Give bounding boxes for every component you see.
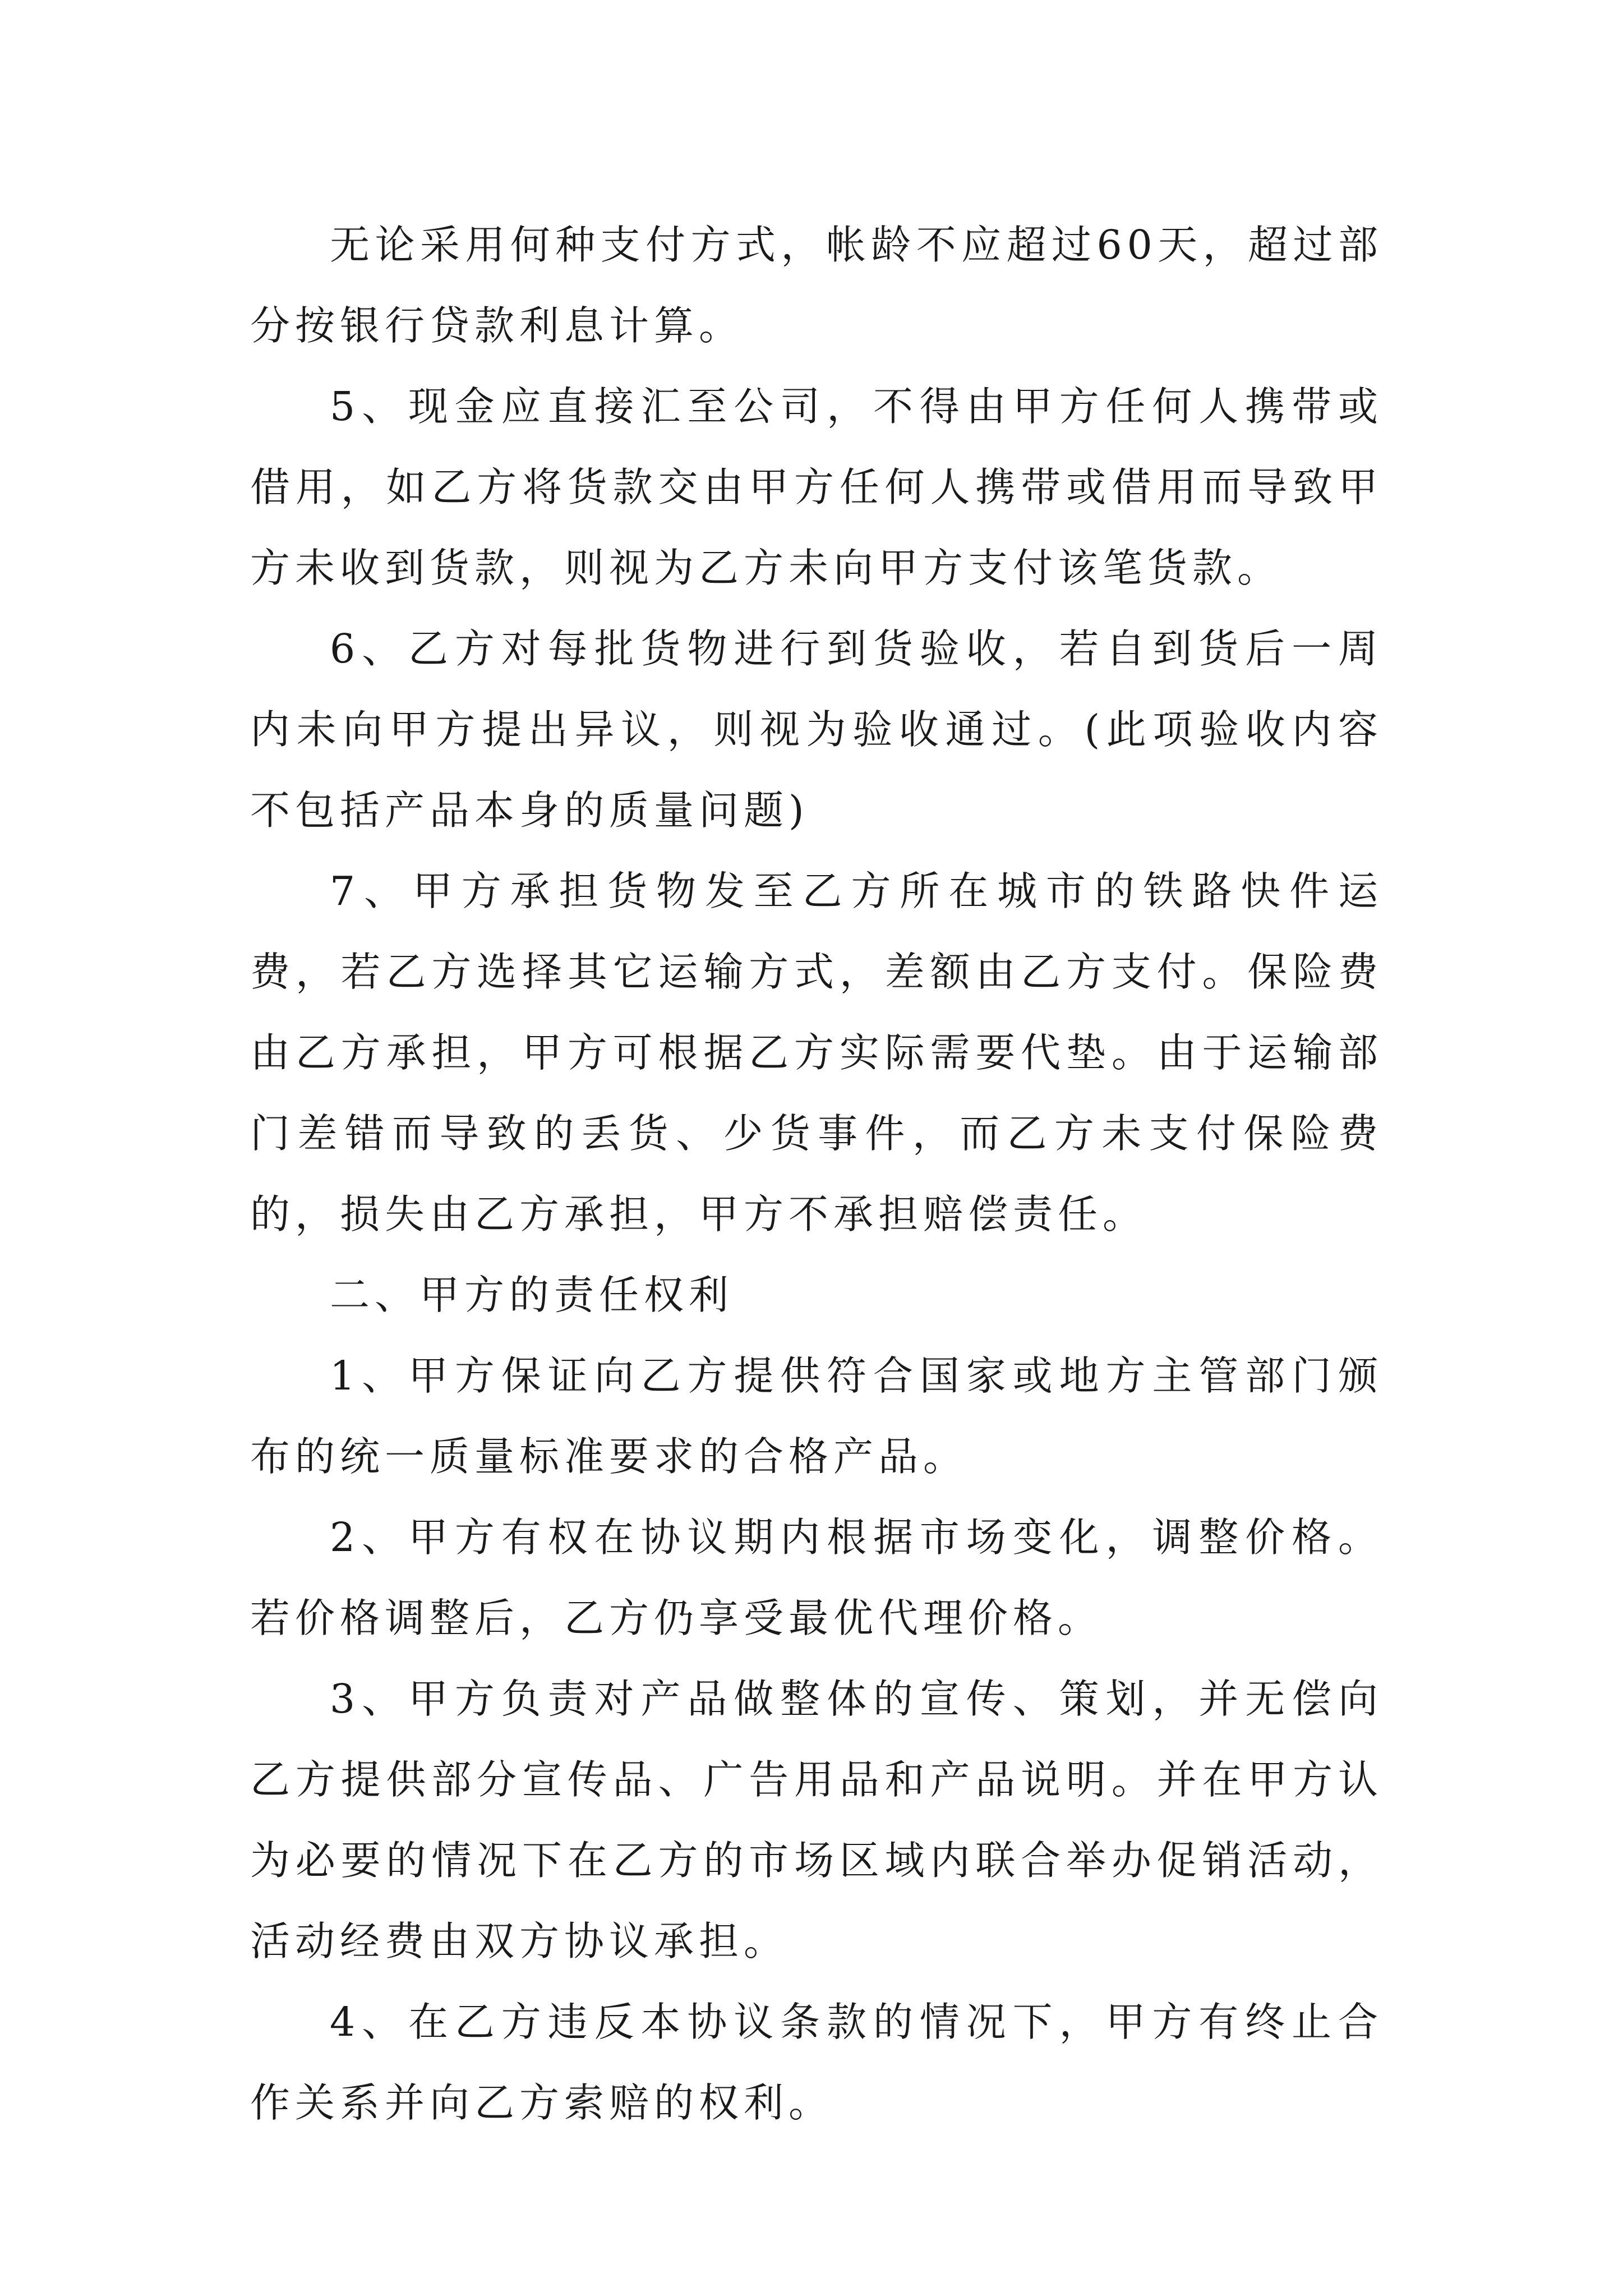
paragraph-clause-7: 7、甲方承担货物发至乙方所在城市的铁路快件运费，若乙方选择其它运输方式，差额由乙方支付。保险费由乙方承担，甲方可根据乙方实际需要代垫。由于运输部门差错而导致的丢货、少货事件，而乙方未支付保险费的，损失由乙方承担，甲方不承担赔偿责任。 (250, 868, 1383, 1237)
paragraph-clause-6: 6、乙方对每批货物进行到货验收，若自到货后一周内未向甲方提出异议，则视为验收通过。(此项验收内容不包括产品本身的质量问题) (250, 625, 1383, 834)
paragraph-a-clause-1: 1、甲方保证向乙方提供符合国家或地方主管部门颁布的统一质量标准要求的合格产品。 (250, 1352, 1383, 1480)
paragraph-a-clause-4: 4、在乙方违反本协议条款的情况下，甲方有终止合作关系并向乙方索赔的权利。 (250, 1999, 1383, 2126)
paragraph-a-clause-2: 2、甲方有权在协议期内根据市场变化，调整价格。若价格调整后，乙方仍享受最优代理价格。 (250, 1514, 1383, 1641)
section-heading-party-a-rights: 二、甲方的责任权利 (330, 1272, 734, 1318)
paragraph-a-clause-3: 3、甲方负责对产品做整体的宣传、策划，并无偿向乙方提供部分宣传品、广告用品和产品说明。并在甲方认为必要的情况下在乙方的市场区域内联合举办促销活动，活动经费由双方协议承担。 (250, 1676, 1383, 1964)
paragraph-payment-term: 无论采用何种支付方式，帐龄不应超过60天，超过部分按银行贷款利息计算。 (250, 222, 1383, 349)
document-body (250, 205, 1383, 2143)
paragraph-clause-5: 5、现金应直接汇至公司，不得由甲方任何人携带或借用，如乙方将货款交由甲方任何人携带或借用而导致甲方未收到货款，则视为乙方未向甲方支付该笔货款。 (250, 383, 1383, 591)
